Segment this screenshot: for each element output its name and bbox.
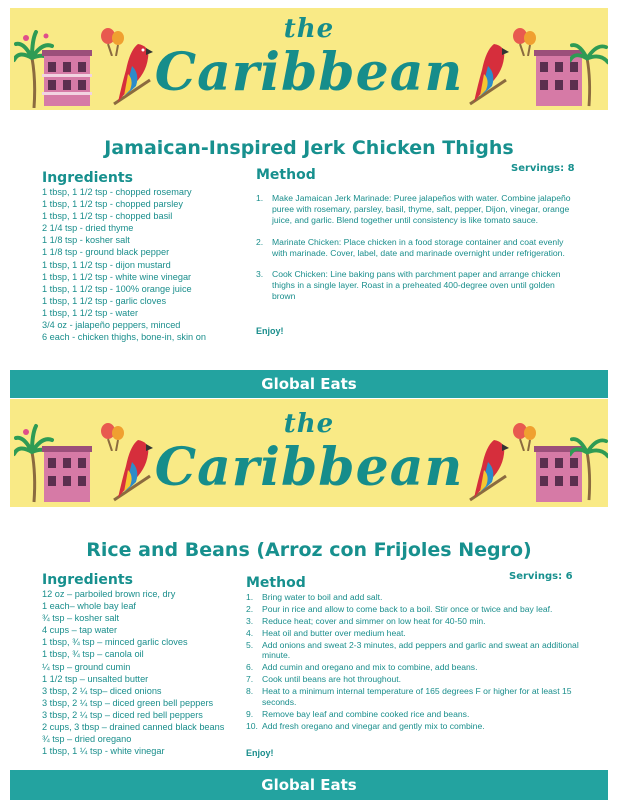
step-text: Cook Chicken: Line baking pans with parchment paper and arrange chicken thighs in a single layer. Roast in a preheated 400-degree oven until golden brown xyxy=(272,269,561,302)
brand-the: the xyxy=(283,409,335,439)
list-item: 4 cups – tap water xyxy=(42,625,118,636)
step-text: Add onions and sweat 2-3 minutes, add peppers and garlic and sweat an additional minute. xyxy=(262,640,579,661)
method-list xyxy=(246,592,586,733)
step-text: Add fresh oregano and vinegar and gently mix to combine. xyxy=(262,720,485,731)
enjoy-text: Enjoy! xyxy=(256,326,284,336)
list-item: 1 tbsp, 1 1/2 tsp - chopped basil xyxy=(42,211,173,222)
list-item: 6 each - chicken thighs, bone-in, skin on xyxy=(42,332,206,343)
list-item: 1 1/8 tsp - ground black pepper xyxy=(42,247,170,258)
ingredients-heading: Ingredients xyxy=(42,572,133,588)
list-item: 1 each– whole bay leaf xyxy=(42,601,136,612)
method-step xyxy=(246,662,586,672)
step-number: 9. xyxy=(246,708,254,719)
method-step xyxy=(246,604,586,614)
method-step xyxy=(246,592,586,602)
method-step xyxy=(246,709,586,719)
step-number: 2. xyxy=(256,236,264,247)
global-eats-footer: Global Eats xyxy=(10,770,608,800)
brand-the: the xyxy=(283,14,335,44)
method-step xyxy=(246,686,586,707)
ingredients-list xyxy=(42,186,206,343)
list-item: 1 tbsp, ¾ tsp – canola oil xyxy=(42,649,144,660)
servings: Servings: 6 xyxy=(509,571,573,582)
global-eats-footer: Global Eats xyxy=(10,370,608,398)
step-text: Heat to a minimum internal temperature of 165 degrees F or higher for at least 15 seconds. xyxy=(262,686,572,707)
step-number: 2. xyxy=(246,604,254,614)
step-number: 1. xyxy=(256,193,264,203)
step-text: Reduce heat; cover and simmer on low heat for 40-50 min. xyxy=(262,616,486,626)
list-item: 2 1/4 tsp - dried thyme xyxy=(42,223,134,234)
step-number: 1. xyxy=(246,592,254,602)
list-item: 1 1/8 tsp - kosher salt xyxy=(42,235,130,246)
method-step xyxy=(246,674,586,684)
step-number: 10. xyxy=(246,720,258,731)
step-number: 4. xyxy=(246,628,254,638)
ingredients-list xyxy=(42,588,224,757)
recipe-title: Jamaican-Inspired Jerk Chicken Thighs xyxy=(104,137,514,159)
method-step xyxy=(256,193,576,227)
method-heading: Method xyxy=(256,167,316,183)
list-item: ¼ tsp – ground cumin xyxy=(42,661,131,672)
list-item: 1 tbsp, ¾ tsp – minced garlic cloves xyxy=(42,637,188,648)
list-item: 2 cups, 3 tbsp – drained canned black beans xyxy=(42,722,225,733)
list-item: 1 tbsp, 1 1/2 tsp - white wine vinegar xyxy=(42,271,192,282)
list-item: 1 tbsp, 1 ¼ tsp - white vinegar xyxy=(42,746,165,757)
method-list xyxy=(256,193,576,313)
list-item: 1 tbsp, 1 1/2 tsp - 100% orange juice xyxy=(42,283,192,294)
step-text: Remove bay leaf and combine cooked rice and beans. xyxy=(262,708,470,719)
step-text: Cook until beans are hot throughout. xyxy=(262,674,402,685)
method-step xyxy=(246,628,586,638)
enjoy-text: Enjoy! xyxy=(246,748,274,758)
method-step xyxy=(246,616,586,626)
step-number: 3. xyxy=(256,269,264,280)
servings: Servings: 8 xyxy=(511,163,575,174)
caribbean-banner xyxy=(10,399,608,507)
list-item: 1 tbsp, 1 1/2 tsp - chopped rosemary xyxy=(42,187,192,197)
list-item: 12 oz – parboiled brown rice, dry xyxy=(42,589,176,599)
step-text: Make Jamaican Jerk Marinade: Puree jalapeños with water. Combine jalapeño puree with rosemary, parsley, basil, thyme, salt, pepper, Dijon, vinegar, orange juice, and garlic. Blend together until consistency is like tomato sauce. xyxy=(272,193,571,226)
list-item: 1 1/2 tsp – unsalted butter xyxy=(42,673,149,684)
step-number: 8. xyxy=(246,686,254,697)
step-text: Marinate Chicken: Place chicken in a food storage container and coat evenly with marinade. Cover, label, date and marinade overnight under refrigeration. xyxy=(272,236,565,258)
list-item: 1 tbsp, 1 1/2 tsp - chopped parsley xyxy=(42,199,183,210)
method-step xyxy=(246,640,586,661)
step-text: Heat oil and butter over medium heat. xyxy=(262,628,406,638)
ingredients-heading: Ingredients xyxy=(42,170,133,186)
recipe-title: Rice and Beans (Arroz con Frijoles Negro) xyxy=(86,539,532,561)
method-heading: Method xyxy=(246,575,306,591)
method-step xyxy=(256,269,576,303)
step-number: 3. xyxy=(246,616,254,626)
brand-caribbean: Caribbean xyxy=(154,42,464,103)
step-number: 5. xyxy=(246,640,254,650)
list-item: 1 tbsp, 1 1/2 tsp - dijon mustard xyxy=(42,259,171,270)
list-item: 1 tbsp, 1 1/2 tsp - water xyxy=(42,307,139,318)
list-item: 1 tbsp, 1 1/2 tsp - garlic cloves xyxy=(42,295,167,306)
step-text: Bring water to boil and add salt. xyxy=(262,592,383,602)
method-step xyxy=(246,721,586,731)
step-number: 7. xyxy=(246,674,254,685)
list-item: 3 tbsp, 2 ¼ tsp– diced onions xyxy=(42,685,162,696)
step-text: Pour in rice and allow to come back to a boil. Stir once or twice and bay leaf. xyxy=(262,604,553,614)
list-item: 3 tbsp, 2 ¼ tsp – diced red bell peppers xyxy=(42,709,203,720)
caribbean-banner xyxy=(10,8,608,110)
list-item: ¾ tsp – kosher salt xyxy=(42,613,120,624)
list-item: 3 tbsp, 2 ¼ tsp – diced green bell peppers xyxy=(42,697,214,708)
brand-caribbean: Caribbean xyxy=(154,437,464,498)
step-number: 6. xyxy=(246,662,254,673)
method-step xyxy=(256,237,576,259)
list-item: ¾ tsp – dried oregano xyxy=(42,734,132,745)
step-text: Add cumin and oregano and mix to combine, add beans. xyxy=(262,662,478,673)
list-item: 3/4 oz - jalapeño peppers, minced xyxy=(42,320,181,331)
